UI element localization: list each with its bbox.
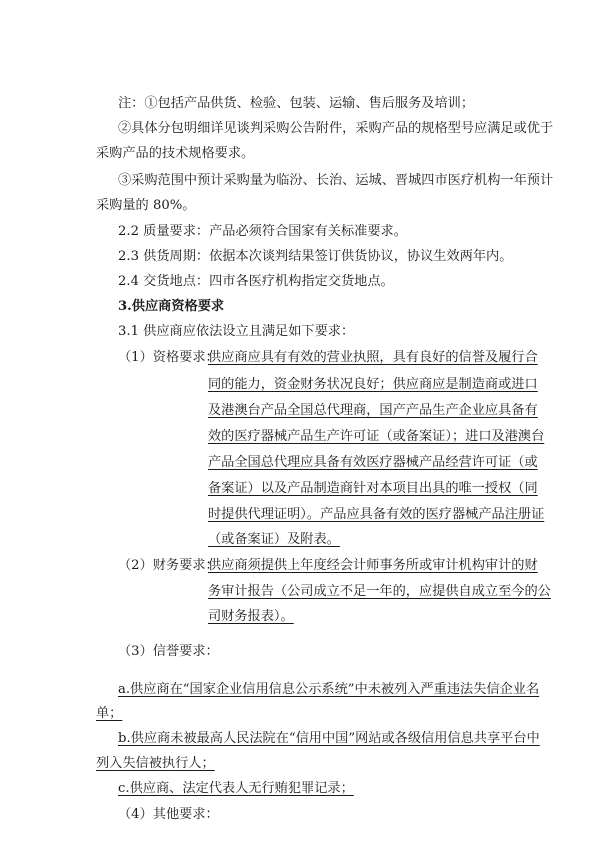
qualification-text-4: 效的医疗器械产品生产许可证（或备案证）；进口及港澳台	[208, 429, 545, 444]
financial-text-3: 司财务报表）。	[208, 609, 294, 624]
credit-item-c: c.供应商、法定代表人无行贿犯罪记录；	[118, 781, 354, 796]
financial-text-1: 供应商须提供上年度经会计师事务所或审计机构审计的财	[208, 558, 538, 573]
section-heading: 3.供应商资格要求	[118, 299, 225, 314]
qualification-text-8: （或备案证）及附表。	[208, 532, 340, 547]
qualification-text-6: 备案证）以及产品制造商针对本项目出具的唯一授权（同	[208, 481, 538, 496]
credit-item-b-1: b.供应商未被最高人民法院在“信用中国”网站或各级信用信息共享平台中	[118, 731, 540, 746]
credit-item-a-2: 单；	[96, 706, 123, 721]
qualification-label: （1）资格要求：	[118, 350, 219, 365]
financial-text-2: 务审计报告（公司成立不足一年的，应提供自成立至今的公	[208, 584, 551, 599]
supply-period: 2.3 供货周期：依据本次谈判结果签订供货协议，协议生效两年内。	[118, 249, 513, 264]
qualification-text-5: 产品全国总代理应具备有效医疗器械产品经营许可证（或	[208, 455, 538, 470]
note-line-5: 采购量的 80%。	[96, 198, 196, 213]
section-intro: 3.1 供应商应依法设立且满足如下要求：	[118, 324, 355, 339]
note-line-4: ③采购范围中预计采购量为临汾、长治、运城、晋城四市医疗机构一年预计	[118, 173, 554, 188]
note-line-1: 注：①包括产品供货、检验、包装、运输、售后服务及培训；	[118, 96, 475, 111]
qualification-text-7: 时提供代理证明）。产品应具备有效的医疗器械产品注册证	[208, 507, 545, 522]
other-requirements-label: （4）其他要求：	[118, 807, 219, 822]
qualification-text-3: 及港澳台产品全国总代理商，国产产品生产企业应具备有	[208, 403, 538, 418]
note-line-2: ②具体分包明细详见谈判采购公告附件，采购产品的规格型号应满足或优于	[118, 121, 554, 136]
financial-label: （2）财务要求：	[118, 558, 219, 573]
note-line-3: 采购产品的技术规格要求。	[96, 146, 255, 161]
qualification-text-1: 供应商应具有有效的营业执照，具有良好的信誉及履行合	[208, 350, 538, 365]
quality-requirement: 2.2 质量要求：产品必须符合国家有关标准要求。	[118, 224, 407, 239]
delivery-location: 2.4 交货地点：四市各医疗机构指定交货地点。	[118, 274, 394, 289]
credit-item-a-1: a.供应商在“国家企业信用信息公示系统”中未被列入严重违法失信企业名	[118, 682, 540, 697]
credit-item-b-2: 列入失信被执行人；	[96, 756, 215, 771]
credit-label: （3）信誉要求：	[118, 644, 219, 659]
qualification-text-2: 同的能力，资金财务状况良好；供应商应是制造商或进口	[208, 377, 538, 392]
